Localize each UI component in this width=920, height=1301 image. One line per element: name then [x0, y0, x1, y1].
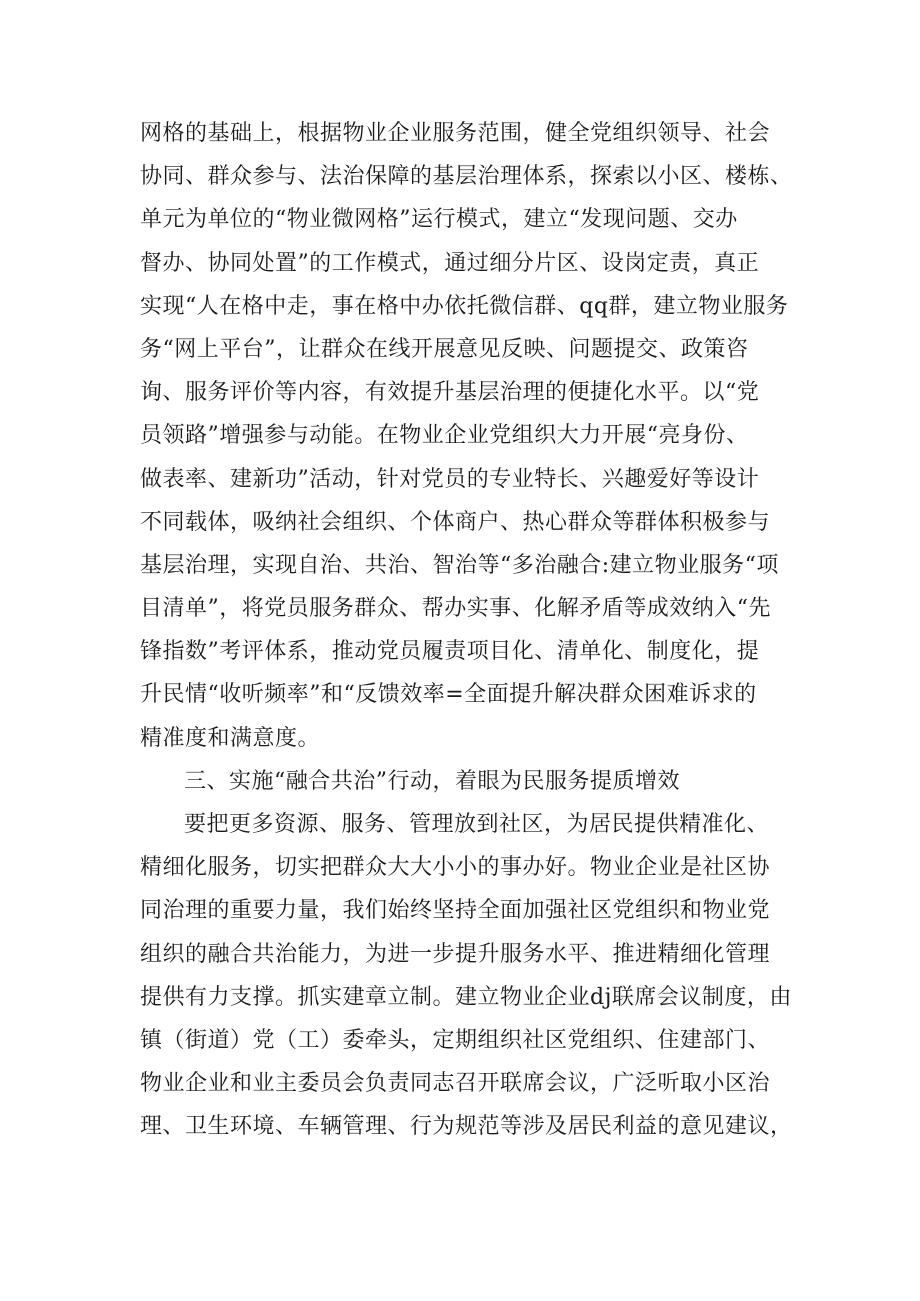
text-line: 精准度和满意度。: [140, 725, 321, 751]
body-text: [140, 112, 800, 1149]
text-line: 网格的基础上，根据物业企业服务范围，健全党组织领导、社会: [140, 121, 771, 146]
text-line: 实现“人在格中走，事在格中办依托微信群、qq群，建立物业服务: [140, 293, 789, 319]
paragraph-first-line: 要把更多资源、服务、管理放到社区，为居民提供精准化、: [184, 812, 770, 837]
text-line: 员领路”增强参与动能。在物业企业党组织大力开展“亮身份、: [140, 423, 749, 449]
text-line: 镇（街道）党（工）委牵头，定期组织社区党组织、住建部门、: [140, 1027, 771, 1053]
text-line: 锋指数”考评体系，推动党员履责项目化、清单化、制度化，提: [140, 639, 760, 665]
text-line: 升民情“收听频率”和“反馈效率=全面提升解决群众困难诉求的: [140, 682, 757, 708]
text-line: 同治理的重要力量，我们始终坚持全面加强社区党组织和物业党: [140, 898, 771, 924]
text-line: 基层治理，实现自治、共治、智治等“多治融合:建立物业服务“项: [140, 552, 779, 578]
text-line: 督办、协同处置”的工作模式，通过细分片区、设岗定责，真正: [140, 250, 760, 276]
text-line: 理、卫生环境、车辆管理、行为规范等涉及居民利益的意见建议，: [140, 1114, 793, 1140]
text-line: 务“网上平台”，让群众在线开展意见反映、问题提交、政策咨: [140, 336, 749, 362]
text-line: 单元为单位的“物业微网格”运行模式，建立“发现问题、交办: [140, 207, 738, 233]
text-line: 提供有力支撑。抓实建章立制。建立物业企业dj联席会议制度，由: [140, 984, 792, 1010]
text-line: 不同载体，吸纳社会组织、个体商户、热心群众等群体积极参与: [140, 509, 771, 535]
text-line: 协同、群众参与、法治保障的基层治理体系，探索以小区、楼栋、: [140, 164, 793, 190]
text-line: 组织的融合共治能力，为进一步提升服务水平、推进精细化管理: [140, 941, 771, 967]
text-line: 询、服务评价等内容，有效提升基层治理的便捷化水平。以“党: [140, 380, 760, 406]
text-line: 做表率、建新功”活动，针对党员的专业特长、兴趣爱好等设计: [140, 466, 760, 492]
text-line: 目清单”，将党员服务群众、帮办实事、化解矛盾等成效纳入“先: [140, 596, 771, 622]
text-line: 精细化服务，切实把群众大大小小的事办好。物业企业是社区协: [140, 855, 771, 881]
section-heading: 三、实施“融合共治”行动，着眼为民服务提质增效: [184, 768, 680, 794]
text-line: 物业企业和业主委员会负责同志召开联席会议，广泛听取小区治: [140, 1071, 771, 1097]
